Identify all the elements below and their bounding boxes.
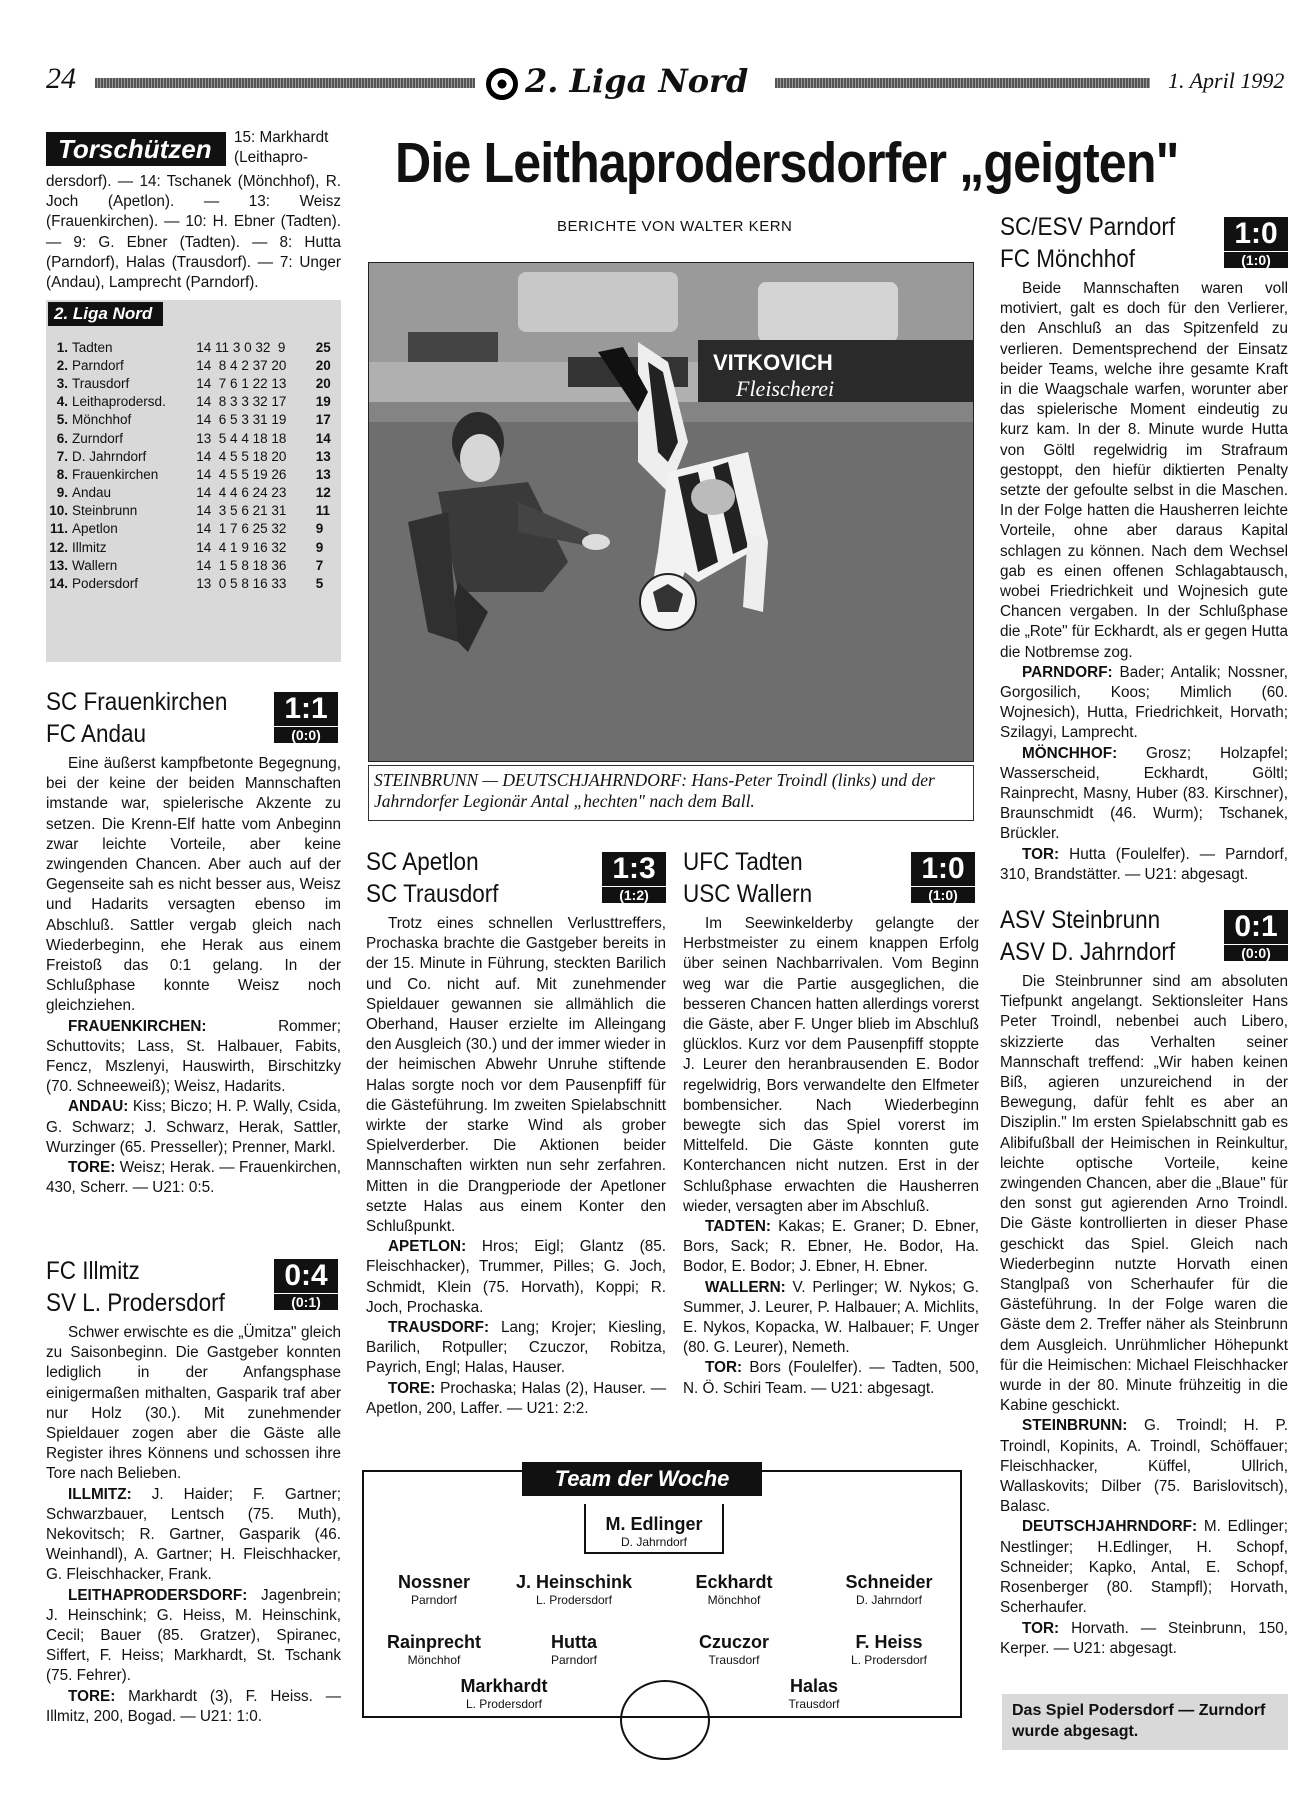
lineup-text: M. Edlinger; Nestlinger; H.Edlinger, H. Schopf, Schneider; Kapko, Antal, E. Schopf, Rosenberger (80. Stampfl); Horvath, Scherhaufer. (1000, 1518, 1288, 1617)
player-name: F. Heiss (855, 1632, 923, 1652)
photo-illustration (368, 262, 974, 762)
match-tadten (683, 846, 979, 1399)
table-rank: 12. (49, 539, 68, 555)
table-team: Frauenkirchen (72, 466, 159, 482)
table-stats: 14 8 4 2 37 20 (196, 357, 287, 373)
match-report: Die Steinbrunner sind am absoluten Tiefpunkt angelangt. Sektionsleiter Hans Peter Troindl, nebenbei auch Libero, skizzierte das Verhalten seiner Mannschaft treffend: „Wir haben keinen Biß, agieren unzureichend in der Bewegung, dafür fehlt es aber an Disziplin." Im ersten Spielabschnitt gab es Alibifußball der Heimischen in Reinkultur, leichte optische Vorteile, keine zwingenden Chancen, aber die „Blaue" für den sonst gut agierenden Arno Troindl. Die Gäste kontrollierten in dieser Phase geschickt das Spiel. Gleich nach Wiederbeginn nutzte Horvath einen Stanglpaß von Scherhaufer für die Gästeführung. In der Folge waren die Gäste dem 2. Treffer näher als Steinbrunn dem Ausgleich. Unrühmlicher Höhepunkt für die Heimischen: Michael Fleischhacker wurde in der 80. Minute frühzeitig in die Kabine geschickt. (1000, 973, 1288, 1415)
goals-label: TORE: (68, 1159, 116, 1177)
match-illmitz (46, 1255, 341, 1727)
goals-label: TOR: (705, 1359, 743, 1377)
table-stats: 14 11 3 0 32 9 (196, 339, 286, 355)
table-rank: 7. (56, 448, 68, 464)
table-stats: 14 7 6 1 22 13 (196, 375, 287, 391)
lineup-text: Kiss; Biczo; H. P. Wally, Csida, G. Schwarz; J. Schwarz, Herak, Sattler, Wurzinger (65. Presseller); Prenner, Markl. (46, 1098, 341, 1156)
table-stats: 13 0 5 8 16 33 (196, 576, 287, 592)
lineup-label: DEUTSCHJAHRNDORF: (1022, 1518, 1198, 1536)
table-row (46, 465, 338, 483)
table-stats: 14 6 5 3 31 19 (196, 412, 287, 428)
table-team: D. Jahrndorf (72, 448, 147, 464)
header-rule-right (775, 78, 1150, 88)
table-rank: 4. (56, 394, 68, 410)
table-points: 9 (315, 521, 324, 537)
team-of-week-title: Team der Woche (522, 1462, 762, 1496)
table-stats: 14 1 7 6 25 32 (196, 521, 287, 537)
player-name: Czuczor (698, 1632, 769, 1652)
lineup-label: ANDAU: (68, 1098, 129, 1116)
match-steinbrunn (1000, 904, 1288, 1659)
player-name: Hutta (551, 1632, 597, 1652)
lineup-text: V. Perlinger; W. Nykos; G. Summer, J. Leurer, P. Halbauer; A. Michlits, E. Nykos, Kopacka, W. Halbauer; F. Unger (80. G. Leurer), Nemeth. (683, 1278, 980, 1357)
table-team: Parndorf (72, 357, 124, 373)
table-row (46, 484, 338, 502)
table-rank: 9. (56, 485, 68, 501)
sign-text: VITKOVICH (713, 350, 833, 375)
player-club: L. Prodersdorf (850, 1653, 928, 1667)
match-team2: ASV D. Jahrndorf (1000, 938, 1176, 966)
player-name: Schneider (845, 1572, 933, 1592)
player-slot (574, 1514, 734, 1549)
header-rule-left (95, 78, 475, 88)
table-team: Wallern (72, 557, 118, 573)
lineup-text: Grosz; Holzapfel; Wasserscheid, Eckhardt, Göltl; Rainprecht, Masny, Huber (83. Kirschner), Braunschmidt (46. Wurm); Tschanek, Brückler. (1000, 744, 1288, 843)
player-name: Rainprecht (386, 1632, 482, 1652)
match-team2: USC Wallern (683, 880, 813, 908)
match-apetlon (366, 846, 666, 1419)
player-slot (374, 1632, 494, 1667)
player-slot (824, 1632, 954, 1667)
match-report: Schwer erwischte es die „Ümitza" gleich zu Saisonbeginn. Die Gastgeber konnten lediglich in der Anfangsphase einigermaßen mithalten, Gasparik traf aber nur Holz (30.). Mit zunehmender Spieldauer zogen aber die Gäste alle Register ihres Könnens und schossen ihre Tore nach Belieben. (46, 1324, 341, 1483)
goals-text: Prochaska; Halas (2), Hauser. — Apetlon, 200, Laffer. — U21: 2:2. (366, 1379, 667, 1417)
table-points: 20 (315, 375, 331, 391)
table-stats: 14 3 5 6 21 31 (196, 503, 287, 519)
score-badge: 1:0 (1:0) (911, 852, 975, 903)
table-points: 19 (315, 394, 331, 410)
table-team: Illmitz (72, 539, 107, 555)
match-team1: FC Illmitz (46, 1257, 140, 1285)
goals-text: Horvath. — Steinbrunn, 150, Kerper. — U21: abgesagt. (1000, 1619, 1289, 1657)
page-number: 24 (46, 62, 76, 95)
lineup-text: Hros; Eigl; Glantz (85. Fleischhacker), Trummer, Pilles; G. Joch, Schmidt, Klein (75. Horvath), Koppi; R. Joch, Prochaska. (366, 1238, 666, 1316)
table-rank: 10. (49, 503, 68, 519)
match-report: Beide Mannschaften waren voll motiviert, galt es doch für den Verlierer, den Anschluß an das Spitzenfeld zu verlieren. Dementsprechend der Einsatz beider Teams, welche ihre gesamte Kraft in die Waagschale warfen, worunter aber das spielerische Moment eindeutig zu kurz kam. In der 8. Minute wurde Hutta von Göltl regelwidrig im Strafraum gestoppt, den hiefür diktierten Penalty setzte der gefoulte selbst in die Maschen. In der Folge hatten die Hausherren leichte Vorteile, ohne aber daraus Kapital schlagen zu können. Nach dem Wechsel gab es einen offenen Schlagabtausch, wobei Friedrichkeit und Wojnesich gute Chancen vergaben. In der Schlußphase die „Rote" für Eckhardt, als er gegen Hutta die Notbremse zog. (1000, 280, 1288, 661)
player-name: Markhardt (460, 1676, 548, 1696)
table-row (46, 429, 338, 447)
standings-label: 2. Liga Nord (48, 302, 163, 326)
lineup-text: Lang; Krojer; Kiesling, Barilich, Rotpuller; Czuczor, Robitza, Payrich, Engl; Halas, Hauser. (366, 1319, 666, 1377)
player-club: Mönchhof (707, 1593, 761, 1607)
lineup-label: MÖNCHHOF: (1022, 744, 1118, 762)
lineup-label: WALLERN: (705, 1278, 786, 1296)
match-parndorf (1000, 211, 1288, 885)
player-name: Halas (789, 1676, 839, 1696)
table-team: Mönchhof (72, 412, 132, 428)
photo-caption: STEINBRUNN — DEUTSCHJAHRNDORF: Hans-Peter Troindl (links) und der Jahrndorfer Legionär Antal „hechten" nach dem Ball. (374, 770, 935, 811)
lineup-label: STEINBRUNN: (1022, 1417, 1128, 1435)
player-club: D. Jahrndorf (620, 1535, 688, 1549)
table-points: 25 (315, 339, 331, 355)
table-points: 17 (315, 412, 331, 428)
player-club: Parndorf (550, 1653, 598, 1667)
table-stats: 14 4 5 5 19 26 (196, 466, 287, 482)
scorers-lead: 15: Markhardt (Leithapro- (234, 129, 329, 167)
table-stats: 14 4 5 5 18 20 (196, 448, 287, 464)
match-team1: SC/ESV Parndorf (1000, 213, 1176, 241)
team-of-week (362, 1466, 962, 1718)
player-slot (744, 1676, 884, 1711)
table-rank: 13. (49, 557, 68, 573)
match-team2: FC Andau (46, 720, 147, 748)
match-team1: ASV Steinbrunn (1000, 906, 1161, 934)
table-team: Leithaprodersd. (72, 394, 166, 410)
table-row (46, 374, 338, 392)
table-row (46, 556, 338, 574)
standings-box (46, 300, 341, 662)
player-slot (374, 1572, 494, 1607)
table-team: Trausdorf (72, 375, 130, 391)
table-points: 20 (315, 357, 331, 373)
table-rank: 5. (56, 412, 68, 428)
goals-label: TOR: (1022, 1619, 1060, 1637)
goals-text: Bors (Foulelfer). — Tadten, 500, N. Ö. Schiri Team. — U21: abgesagt. (683, 1359, 979, 1397)
match-photo (368, 262, 974, 762)
table-row (46, 447, 338, 465)
player-club: Mönchhof (407, 1653, 461, 1667)
score-badge: 1:1 (0:0) (274, 692, 338, 743)
sign-text: Fleischerei (736, 376, 835, 401)
goals-label: TORE: (388, 1379, 436, 1397)
scorers-label: Torschützen (46, 132, 226, 166)
table-points: 14 (315, 430, 331, 446)
table-points: 13 (315, 466, 331, 482)
match-team2: SC Trausdorf (366, 880, 499, 908)
football-icon (486, 68, 518, 100)
table-team: Steinbrunn (72, 503, 138, 519)
table-team: Andau (72, 485, 112, 501)
goals-text: Hutta (Foulelfer). — Parndorf, 310, Brandstätter. — U21: abgesagt. (1000, 845, 1289, 883)
headline: Die Leithaprodersdorfer „geigten" (395, 131, 1179, 195)
lineup-label: TADTEN: (705, 1218, 771, 1236)
table-row (46, 393, 338, 411)
match-report: Trotz eines schnellen Verlusttreffers, Prochaska brachte die Gastgeber bereits in der 15. Minute in Führung, steckten Barilich und Co. nicht auf. Mit zunehmender Spieldauer gewannen sie allmählich die Oberhand, Hauser erzielte im Alleingang den Ausgleich (30.) und der immer wieder in der heimischen Abwehr Unruhe stiftende Halas sorgte noch vor dem Pausenpfiff für die Gästeführung. Im zweiten Spielabschnitt wirkte der starke Wind als grober Spielverderber. Die Aktionen beider Mannschaften wirkten nun sehr zerfahren. Mitten in die Drangperiode der Apetloner setzte Halas aus einem Konter den Schlußpunkt. (366, 915, 666, 1236)
cancellation-notice: Das Spiel Podersdorf — Zurndorf wurde abgesagt. (1002, 1694, 1288, 1750)
lineup-label: LEITHAPRODERSDORF: (68, 1586, 248, 1604)
player-slot (504, 1572, 644, 1607)
table-points: 12 (315, 485, 331, 501)
table-stats: 14 4 4 6 24 23 (196, 485, 287, 501)
lineup-text: Kakas; E. Graner; D. Ebner, Bors, Sack; R. Ebner, He. Bodor, Ha. Bodor, E. Bodor; J. Ebner, H. Ebner. (683, 1218, 979, 1276)
match-report: Im Seewinkelderby gelangte der Herbstmeister zu einem knappen Erfolg über seinen Nachbarrivalen. Vom Beginn weg war die Partie ausgeglichen, die besseren Chancen hatten allerdings vorerst die Gäste, aber F. Unger blieb im Abschluß glücklos. Kurz vor dem Pausenpfiff stoppte J. Leurer den heranbrausenden E. Bodor regelwidrig, Bors verwandelte den Elfmeter bombensicher. Nach Wiederbeginn bewegte sich das Spiel vorerst im Mittelfeld. Die Gäste konnten gute Konterchancen nicht nutzen. Erst in der Schlußphase erwachten die Hausherren wieder, versagten aber im Abschluß. (683, 915, 979, 1215)
table-rank: 11. (49, 521, 68, 537)
lineup-text: Jagenbrein; J. Heinschink; G. Heiss, M. Heinschink, Cecil; Bauer (85. Gratzer), Spiranec, Siffert, F. Heiss; Markhardt, St. Tschank (75. Fehrer). (46, 1586, 341, 1685)
player-club: Trausdorf (788, 1697, 840, 1711)
table-points: 11 (315, 503, 331, 519)
lineup-label: FRAUENKIRCHEN: (68, 1017, 207, 1035)
table-team: Tadten (72, 339, 113, 355)
score-badge: 0:1 (0:0) (1224, 910, 1288, 961)
table-row (46, 356, 338, 374)
lineup-label: PARNDORF: (1022, 663, 1113, 681)
player-club: Parndorf (410, 1593, 458, 1607)
player-slot (504, 1632, 644, 1667)
table-team: Zurndorf (72, 430, 124, 446)
table-team: Apetlon (72, 521, 118, 537)
lineup-text: G. Troindl; H. P. Troindl, Kopinits, A. Troindl, Schöffauer; Fleischhacker, Küffel, Ullrich, Wallaskovits; Dilber (75. Barislovitsch), Balasc. (1000, 1417, 1289, 1516)
table-stats: 14 1 5 8 18 36 (196, 557, 287, 573)
table-row (46, 338, 338, 356)
table-points: 7 (315, 557, 324, 573)
scorers-text: dersdorf). — 14: Tschanek (Mönchhof), R. Joch (Apetlon). — 13: Weisz (Frauenkirchen). — 10: H. Ebner (Tadten). — 9: G. Ebner (Tadten). — 8: Hutta (Parndorf), Halas (Trausdorf). — 7: Unger (Andau), Lamprecht (Parndorf). (46, 173, 341, 292)
score-badge: 0:4 (0:1) (274, 1259, 338, 1310)
table-rank: 6. (56, 430, 68, 446)
table-row (46, 574, 338, 592)
table-rank: 1. (56, 339, 68, 355)
player-name: M. Edlinger (605, 1514, 703, 1534)
player-club: L. Prodersdorf (535, 1593, 613, 1607)
match-team2: SV L. Prodersdorf (46, 1289, 225, 1317)
lineup-text: Rommer; Schuttovits; Lass, St. Halbauer, Fabits, Fencz, Mszlenyi, Hauswirth, Birschitzky (70. Schneeweiß); Weisz, Hadarits. (46, 1017, 341, 1096)
lineup-text: Bader; Antalik; Nossner, Gorgosilich, Koos; Mimlich (60. Wojnesich), Hutta, Friedrichkeit, Horvath; Szilagyi, Lamprecht. (1000, 663, 1288, 742)
table-points: 13 (315, 448, 331, 464)
player-club: Trausdorf (708, 1653, 760, 1667)
match-team1: UFC Tadten (683, 848, 803, 876)
table-stats: 13 5 4 4 18 18 (196, 430, 287, 446)
table-rank: 14. (49, 576, 68, 592)
lineup-label: APETLON: (388, 1238, 467, 1256)
table-row (46, 411, 338, 429)
score-badge: 1:3 (1:2) (602, 852, 666, 903)
goals-label: TORE: (68, 1687, 116, 1705)
goals-label: TOR: (1022, 845, 1060, 863)
table-row (46, 520, 338, 538)
caption-frame (368, 765, 974, 821)
table-row (46, 502, 338, 520)
table-stats: 14 8 3 3 32 17 (196, 394, 287, 410)
score-badge: 1:0 (1:0) (1224, 217, 1288, 268)
lineup-label: TRAUSDORF: (388, 1319, 490, 1337)
table-stats: 14 4 1 9 16 32 (196, 539, 287, 555)
standings-table (46, 338, 338, 593)
player-name: Nossner (397, 1572, 471, 1592)
lineup-text: J. Haider; F. Gartner; Schwarzbauer, Lentsch (75. Muth), Nekovitsch; R. Gartner, Gasparik (46. Weinhandl), A. Gartner; H. Fleischhacker, G. Fleischhacker, Frank. (46, 1485, 341, 1584)
match-team1: SC Frauenkirchen (46, 688, 228, 716)
section-title: 2. Liga Nord (525, 62, 749, 100)
table-rank: 2. (56, 357, 68, 373)
table-rank: 3. (56, 375, 68, 391)
player-name: J. Heinschink (515, 1572, 633, 1592)
table-row (46, 538, 338, 556)
issue-date: 1. April 1992 (1168, 68, 1285, 93)
table-rank: 8. (56, 466, 68, 482)
match-frauenkirchen (46, 686, 341, 1198)
player-club: L. Prodersdorf (465, 1697, 543, 1711)
player-slot (434, 1676, 574, 1711)
goals-text: Weisz; Herak. — Frauenkirchen, 430, Scherr. — U21: 0:5. (46, 1159, 341, 1197)
goals-text: Markhardt (3), F. Heiss. — Illmitz, 200, Bogad. — U21: 1:0. (46, 1687, 342, 1725)
player-slot (664, 1632, 804, 1667)
table-points: 5 (315, 576, 324, 592)
table-points: 9 (315, 539, 324, 555)
byline: BERICHTE VON WALTER KERN (557, 218, 793, 235)
player-name: Eckhardt (695, 1572, 773, 1592)
match-team1: SC Apetlon (366, 848, 479, 876)
match-report: Eine äußerst kampfbetonte Begegnung, bei der keine der beiden Mannschaften imstande war, spielerische Akzente zu setzen. Die Krenn-Elf hatte vom Anbeginn zwar leichte Vorteile, aber keine zwingenden Chancen. Aber auch auf der Gegenseite sah es nicht besser aus, Weisz und Hadarits versagten ebenso im Abschluß. Sattler vergab gleich nach Wiederbeginn, ehe Herak aus einem Freistoß das 0:1 gelang. In der Schlußphase konnte Weisz noch gleichziehen. (46, 755, 341, 1015)
player-slot (824, 1572, 954, 1607)
table-team: Podersdorf (72, 576, 139, 592)
match-team2: FC Mönchhof (1000, 245, 1136, 273)
player-slot (664, 1572, 804, 1607)
center-circle (620, 1680, 710, 1760)
lineup-label: ILLMITZ: (68, 1485, 132, 1503)
player-club: D. Jahrndorf (855, 1593, 923, 1607)
